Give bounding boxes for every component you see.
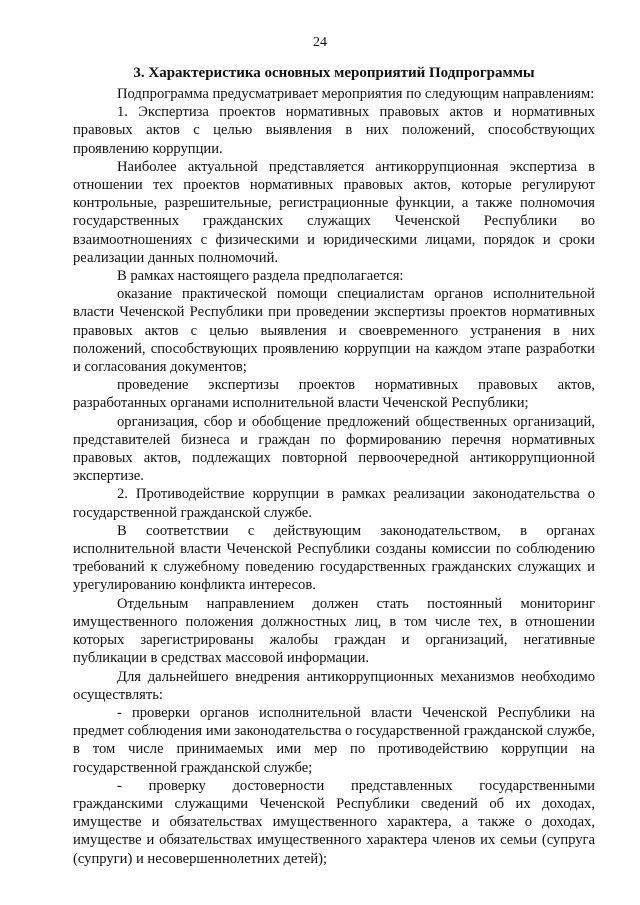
body-text [73,85,595,868]
paragraph: Отдельным направлением должен стать постоянный мониторинг имущественного положения должностных лиц, в том числе тех, в отношении которых зарегистрированы жалобы граждан и организаций, негативные публикации в средствах массовой информации. [73,595,595,667]
paragraph: 1. Экспертиза проектов нормативных правовых актов и нормативных правовых актов с целью выявления в них положений, способствующих проявлению коррупции. [73,104,595,157]
paragraph: Для дальнейшего внедрения антикоррупционных механизмов необходимо осуществлять: [73,668,595,703]
paragraph: оказание практической помощи специалистам органов исполнительной власти Чеченской Республики при проведении экспертизы проектов нормативных правовых актов с целью выявления и своевременного устранения в них положений, способствующих проявлению коррупции на каждом этапе разработки и согласования документов; [73,286,595,376]
paragraph: В рамках настоящего раздела предполагается: [117,268,404,285]
page-number: 24 [313,35,327,50]
paragraph: 2. Противодействие коррупции в рамках реализации законодательства о государственной гражданской службе. [73,486,595,521]
paragraph: проведение экспертизы проектов нормативных правовых актов, разработанных органами исполнительной власти Чеченской Республики; [73,377,595,412]
paragraph: - проверку достоверности представленных государственными гражданскими служащими Чеченской Республики сведений об их доходах, имуществе и обязательствах имущественного характера, а также о доходах, имуществе и обязательствах имущественного характера членов их семьи (супруга (супруги) и несовершеннолетних детей); [73,777,595,867]
paragraph: организация, сбор и обобщение предложений общественных организаций, представителей бизнеса и граждан по формированию перечня нормативных правовых актов, подлежащих повторной первоочередной антикоррупционной экспертизе. [73,413,595,485]
paragraph: - проверки органов исполнительной власти Чеченской Республики на предмет соблюдения ими законодательства о государственной гражданской службе, в том числе принимаемых ими мер по противодействию коррупции на государственной гражданской службе; [73,704,595,776]
paragraph: Наиболее актуальной представляется антикоррупционная экспертиза в отношении тех проектов нормативных правовых актов, которые регулируют контрольные, разрешительные, регистрационные функции, а также полномочия государственных гражданских служащих Чеченской Республики во взаимоотношениях с физическими и юридическими лицами, порядок и сроки реализации данных полномочий. [73,158,595,266]
paragraph: В соответствии с действующим законодательством, в органах исполнительной власти Чеченской Республики созданы комиссии по соблюдению требований к служебному поведению государственных гражданских служащих и урегулированию конфликта интересов. [73,522,595,594]
paragraph: Подпрограмма предусматривает мероприятия по следующим направлениям: [117,86,595,102]
section-heading: 3. Характеристика основных мероприятий Подпрограммы [133,65,535,81]
